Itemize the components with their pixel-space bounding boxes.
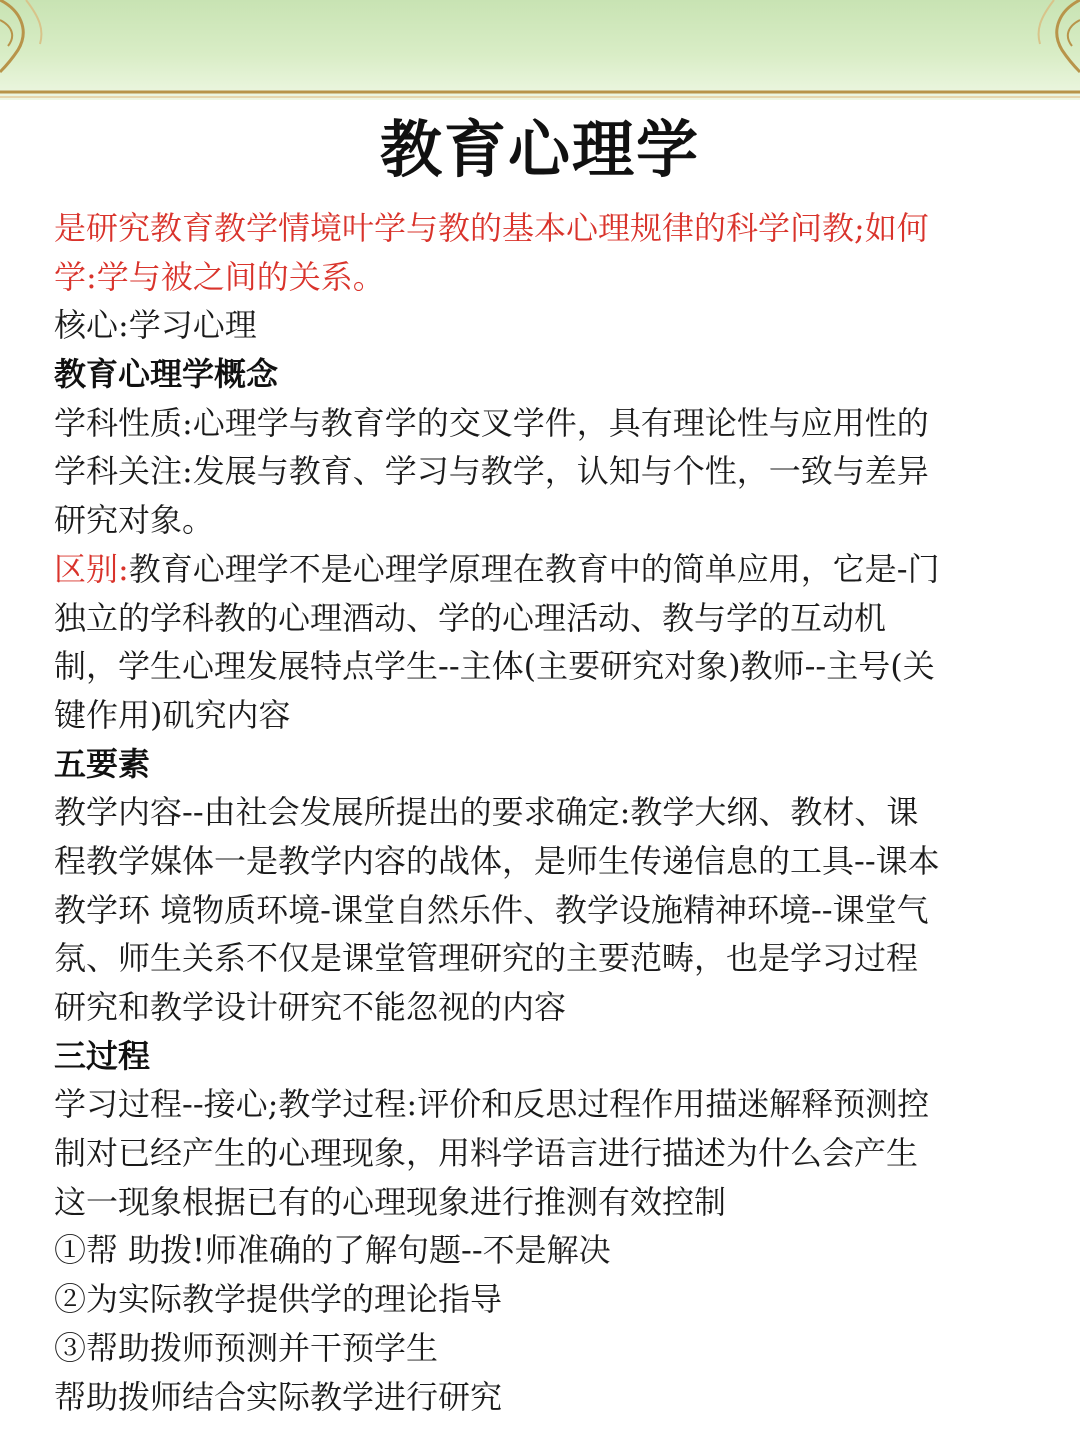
paragraph-line: 研究和教学设计研究不能忽视的内容: [54, 988, 567, 1026]
paragraph-line: 键作用)矶究内容: [54, 695, 291, 734]
section-heading-five-elements: 五要素: [54, 744, 151, 783]
definition-line: 是研究教育教学情境叶学与教的基本心理规律的科学问教;如何: [54, 209, 929, 247]
paragraph-line: 独立的学科教的心理酒动、学的心理活动、教与学的互动机: [54, 598, 887, 637]
paragraph-line: 学科性质:心理学与教育学的交叉学件，具有理论性与应用性的: [54, 403, 929, 442]
paragraph-line: 研究对象。: [54, 501, 215, 540]
paragraph-line: 制对已经产生的心理现象，用料学语言进行描述为什么会产生: [54, 1134, 919, 1173]
core-line: 核心:学习心理: [54, 306, 257, 345]
list-item: ②为实际教学提供学的理论指导: [54, 1280, 503, 1319]
decorative-banner: [0, 0, 1080, 100]
paragraph-line: 这一现象根据已有的心理现象进行推测有效控制: [54, 1182, 727, 1221]
section-heading-three-processes: 三过程: [54, 1036, 151, 1075]
paragraph-line: 氛、师生关系不仅是课堂管理研究的主要范畴，也是学习过程: [54, 939, 919, 978]
paragraph-line: 教学内容--由社会发展所提出的要求确定:教学大纲、教材、课: [54, 793, 919, 832]
paragraph-line: 学科关注:发展与教育、学习与教学，认知与个性，一致与差异: [54, 452, 929, 491]
section-heading-concept: 教育心理学概念: [54, 355, 279, 394]
difference-label: 区别:: [54, 549, 129, 588]
paragraph-line: 程教学媒体一是教学内容的战体，是师生传递信息的工具--课本: [54, 841, 940, 880]
list-item: 帮助拨师结合实际教学进行研究: [54, 1377, 503, 1416]
paragraph-line: 教学环 境物质环境-课堂自然乐件、教学设施精神环境--课堂气: [54, 890, 929, 929]
page-title: 教育心理学: [379, 113, 700, 186]
list-item: ①帮 助拨!师准确的了解句题--不是解决: [54, 1231, 611, 1270]
difference-line: [54, 545, 1034, 594]
difference-text: 教育心理学不是心理学原理在教育中的简单应用，它是-门: [128, 549, 940, 588]
paragraph-line: 制，学生心理发展特点学生--主体(主要研究对象)教师--主号(关: [54, 647, 935, 686]
list-item: ③帮助拨师预测并干预学生: [54, 1328, 439, 1367]
document-body: [54, 204, 1034, 1421]
ornament-frame-icon: [0, 0, 1080, 100]
definition-line: 学:学与被之间的关系。: [54, 257, 385, 296]
paragraph-line: 学习过程--接心;教学过程:评价和反思过程作用描迷解释预测控: [54, 1085, 930, 1124]
